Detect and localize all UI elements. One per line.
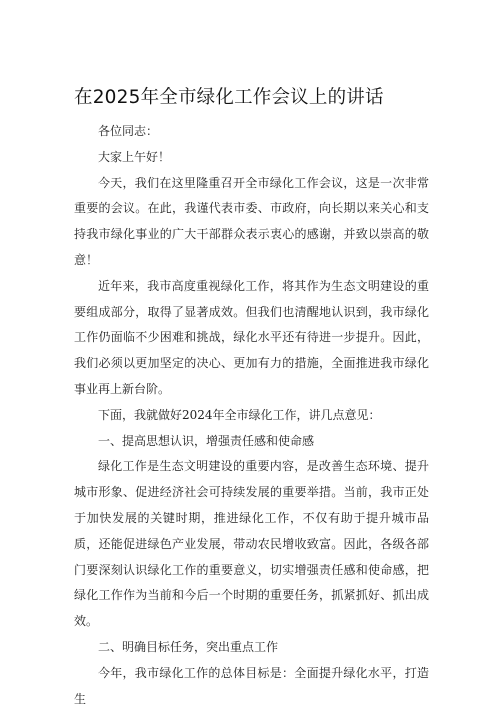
paragraph-background: 近年来，我市高度重视绿化工作，将其作为生态文明建设的重要组成部分，取得了显著成效。但我们也清醒地认识到，我市绿化工作仍面临不少困难和挑战，绿化水平还有待进一步提升。因此，我们必须以更加坚定的决心、更加有力的措施，全面推进我市绿化事业再上新台阶。 bbox=[74, 278, 429, 396]
document-title: 在2025年全市绿化工作会议上的讲话 bbox=[74, 87, 384, 108]
paragraph-intro: 下面，我就做好2024年全市绿化工作，讲几点意见： bbox=[98, 407, 381, 422]
section-heading-1: 一、提高思想认识，增强责任感和使命感 bbox=[98, 433, 315, 448]
paragraph-opening: 今天，我们在这里隆重召开全市绿化工作会议，这是一次非常重要的会议。在此，我谨代表市委、市政府，向长期以来关心和支持我市绿化事业的广大干部群众表示衷心的感谢，并致以崇高的敬意！ bbox=[74, 175, 429, 267]
document-body bbox=[74, 119, 429, 712]
section-heading-2: 二、明确目标任务，突出重点工作 bbox=[98, 639, 279, 654]
paragraph-section-2: 今年，我市绿化工作的总体目标是：全面提升绿化水平，打造生 bbox=[74, 665, 429, 706]
paragraph-section-1: 绿化工作是生态文明建设的重要内容，是改善生态环境、提升城市形象、促进经济社会可持续发展的重要举措。当前，我市正处于加快发展的关键时期，推进绿化工作，不仅有助于提升城市品质，还能促进绿色产业发展，带动农民增收致富。因此，各级各部门要深刻认识绿化工作的重要意义，切实增强责任感和使命感，把绿化工作作为当前和今后一个时期的重要任务，抓紧抓好、抓出成效。 bbox=[74, 459, 429, 629]
salutation: 各位同志： bbox=[98, 124, 159, 138]
greeting: 大家上午好！ bbox=[98, 149, 171, 164]
